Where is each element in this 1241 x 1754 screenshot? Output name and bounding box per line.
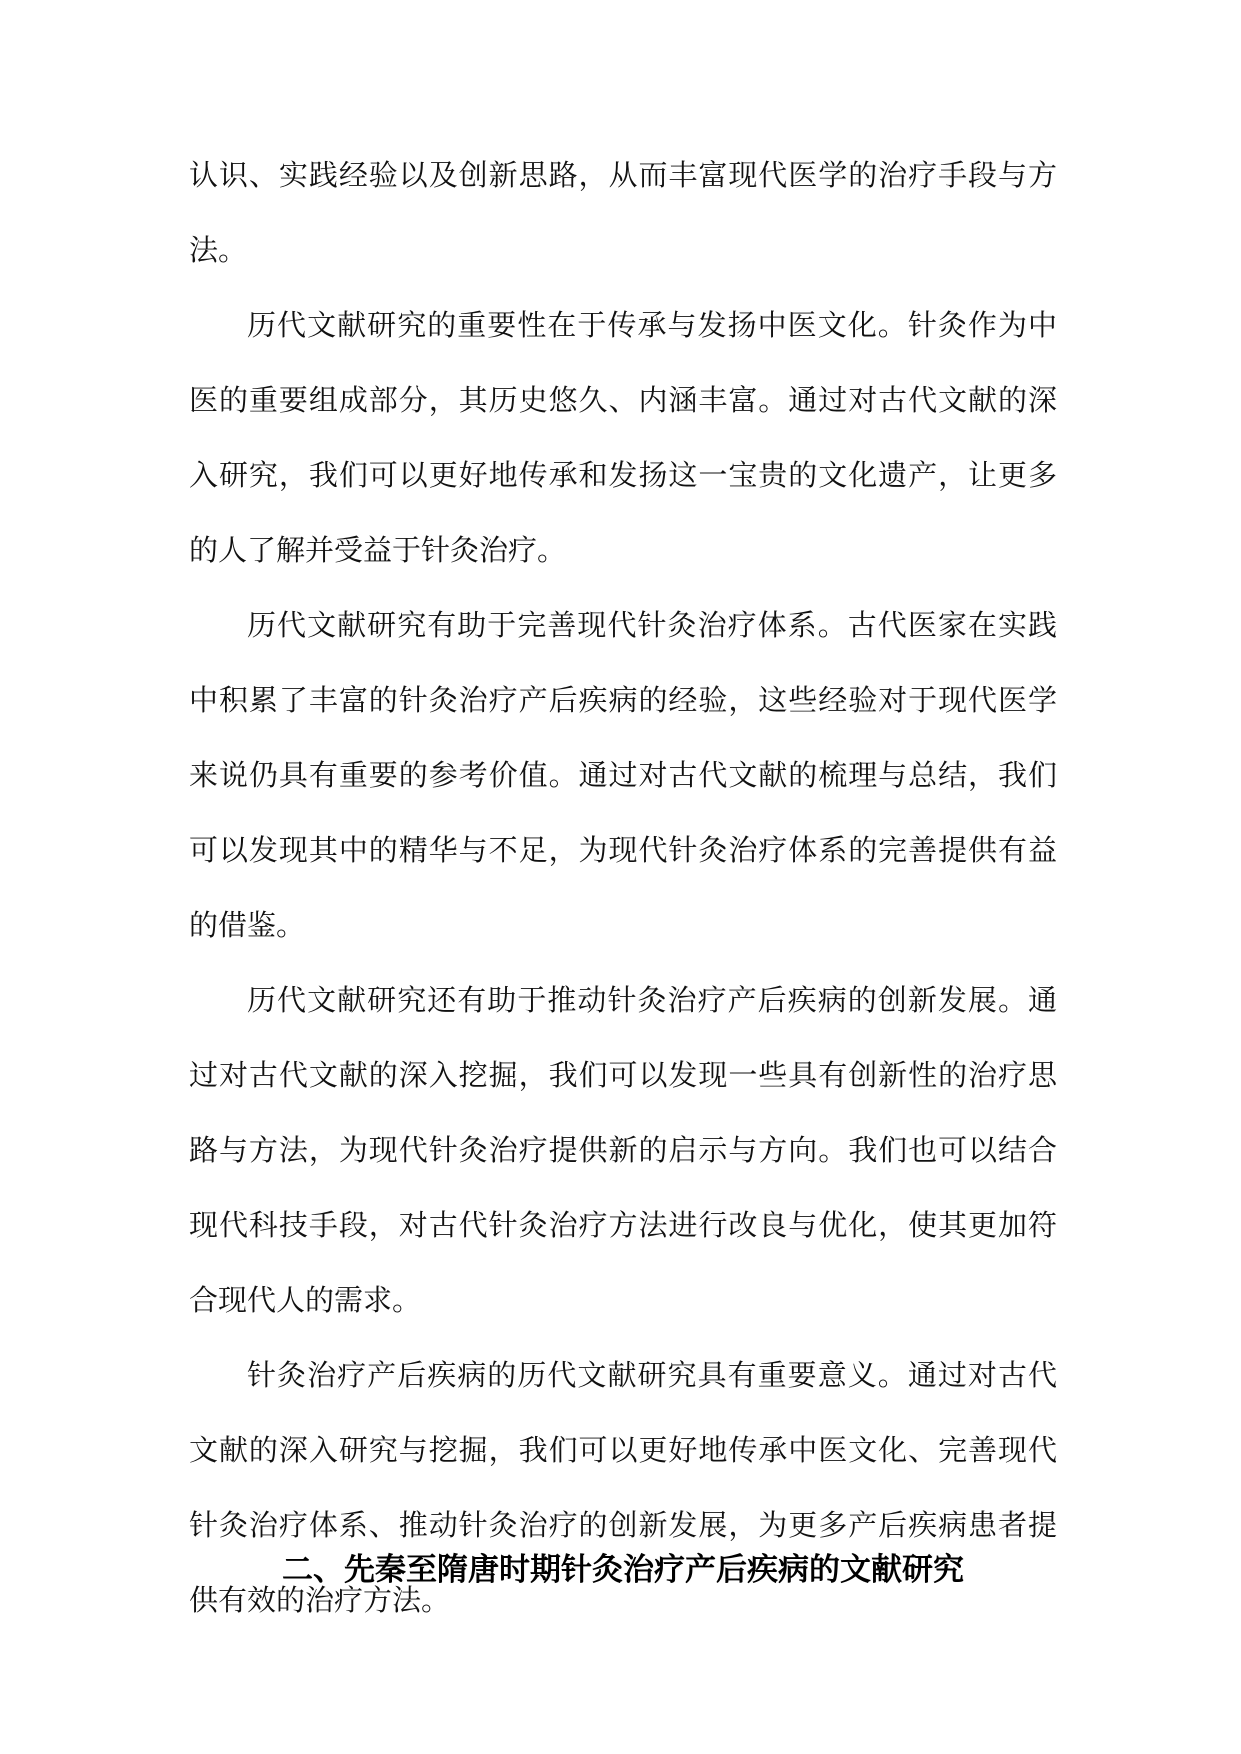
paragraph-importance: 历代文献研究的重要性在于传承与发扬中医文化。针灸作为中医的重要组成部分，其历史悠久、内涵丰富。通过对古代文献的深入研究，我们可以更好地传承和发扬这一宝贵的文化遗产，让更多的人了解并受益于针灸治疗。 <box>189 308 1057 567</box>
paragraph-treatment-system: 历代文献研究有助于完善现代针灸治疗体系。古代医家在实践中积累了丰富的针灸治疗产后疾病的经验，这些经验对于现代医学来说仍具有重要的参考价值。通过对古代文献的梳理与总结，我们可以发现其中的精华与不足，为现代针灸治疗体系的完善提供有益的借鉴。 <box>189 608 1057 942</box>
paragraph-innovation: 历代文献研究还有助于推动针灸治疗产后疾病的创新发展。通过对古代文献的深入挖掘，我们可以发现一些具有创新性的治疗思路与方法，为现代针灸治疗提供新的启示与方向。我们也可以结合现代科技手段，对古代针灸治疗方法进行改良与优化，使其更加符合现代人的需求。 <box>189 983 1057 1317</box>
section-heading: 二、先秦至隋唐时期针灸治疗产后疾病的文献研究 <box>282 1552 964 1588</box>
paragraph-conclusion: 针灸治疗产后疾病的历代文献研究具有重要意义。通过对古代文献的深入研究与挖掘，我们可以更好地传承中医文化、完善现代针灸治疗体系、推动针灸治疗的创新发展，为更多产后疾病患者提供有效的治疗方法。 <box>189 1358 1057 1617</box>
paragraph-continuation: 认识、实践经验以及创新思路，从而丰富现代医学的治疗手段与方法。 <box>189 158 1057 267</box>
body-text <box>189 138 1057 1638</box>
